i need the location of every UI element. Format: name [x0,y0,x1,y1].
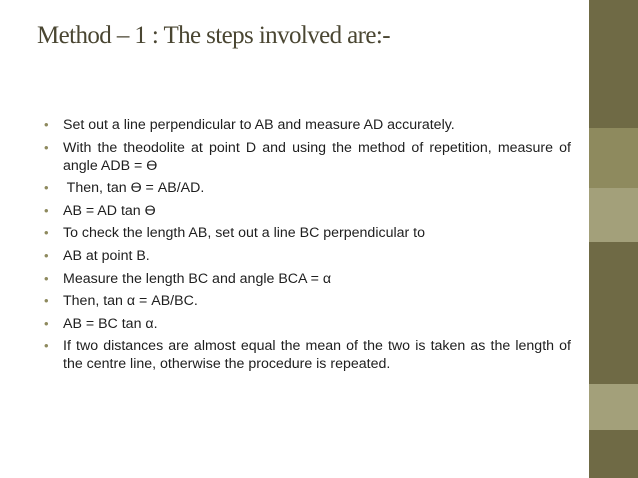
sidebar-segment [589,188,638,242]
bullet-marker: • [44,315,49,331]
bullet-item [44,139,571,175]
bullet-marker: • [44,139,49,155]
bullet-marker: • [44,338,49,354]
bullet-text: Set out a line perpendicular to AB and measure AD accurately. [63,117,455,133]
sidebar-segment [589,384,638,430]
bullet-text: Measure the length BC and angle BCA = α [63,270,332,287]
slide-title: Method – 1 : The steps involved are:- [37,22,390,49]
bullet-item [44,247,571,265]
sidebar-segment [589,242,638,384]
bullet-marker: • [44,202,49,218]
sidebar-segment [589,128,638,188]
bullet-text: To check the length AB, set out a line BC perpendicular to [63,225,426,242]
bullet-text: With the theodolite at point D and using the method of repetition, measure of angle ADB = Ө [63,139,571,174]
bullet-item [44,270,571,288]
decorative-sidebar [589,0,638,478]
bullet-text: AB = BC tan α. [63,315,158,332]
bullet-marker: • [44,270,49,286]
bullet-item [44,179,571,197]
bullet-item [44,116,571,134]
bullet-item [44,224,571,242]
bullet-list [44,116,571,378]
bullet-marker: • [44,180,49,196]
bullet-marker: • [44,117,49,132]
bullet-item [44,315,571,333]
bullet-item [44,202,571,220]
bullet-text: Then, tan Ө = AB/AD. [63,180,205,197]
bullet-text: If two distances are almost equal the mean of the two is taken as the length of the centre line, otherwise the procedure is repeated. [63,338,571,373]
bullet-text: Then, tan α = AB/BC. [63,293,198,310]
bullet-item [44,292,571,310]
sidebar-segment [589,430,638,478]
bullet-item [44,337,571,373]
bullet-marker: • [44,225,49,241]
bullet-text: AB at point B. [63,247,150,264]
bullet-text: AB = AD tan Ө [63,202,156,219]
sidebar-divider [586,0,589,478]
bullet-marker: • [44,293,49,309]
bullet-marker: • [44,247,49,263]
sidebar-segment [589,0,638,128]
